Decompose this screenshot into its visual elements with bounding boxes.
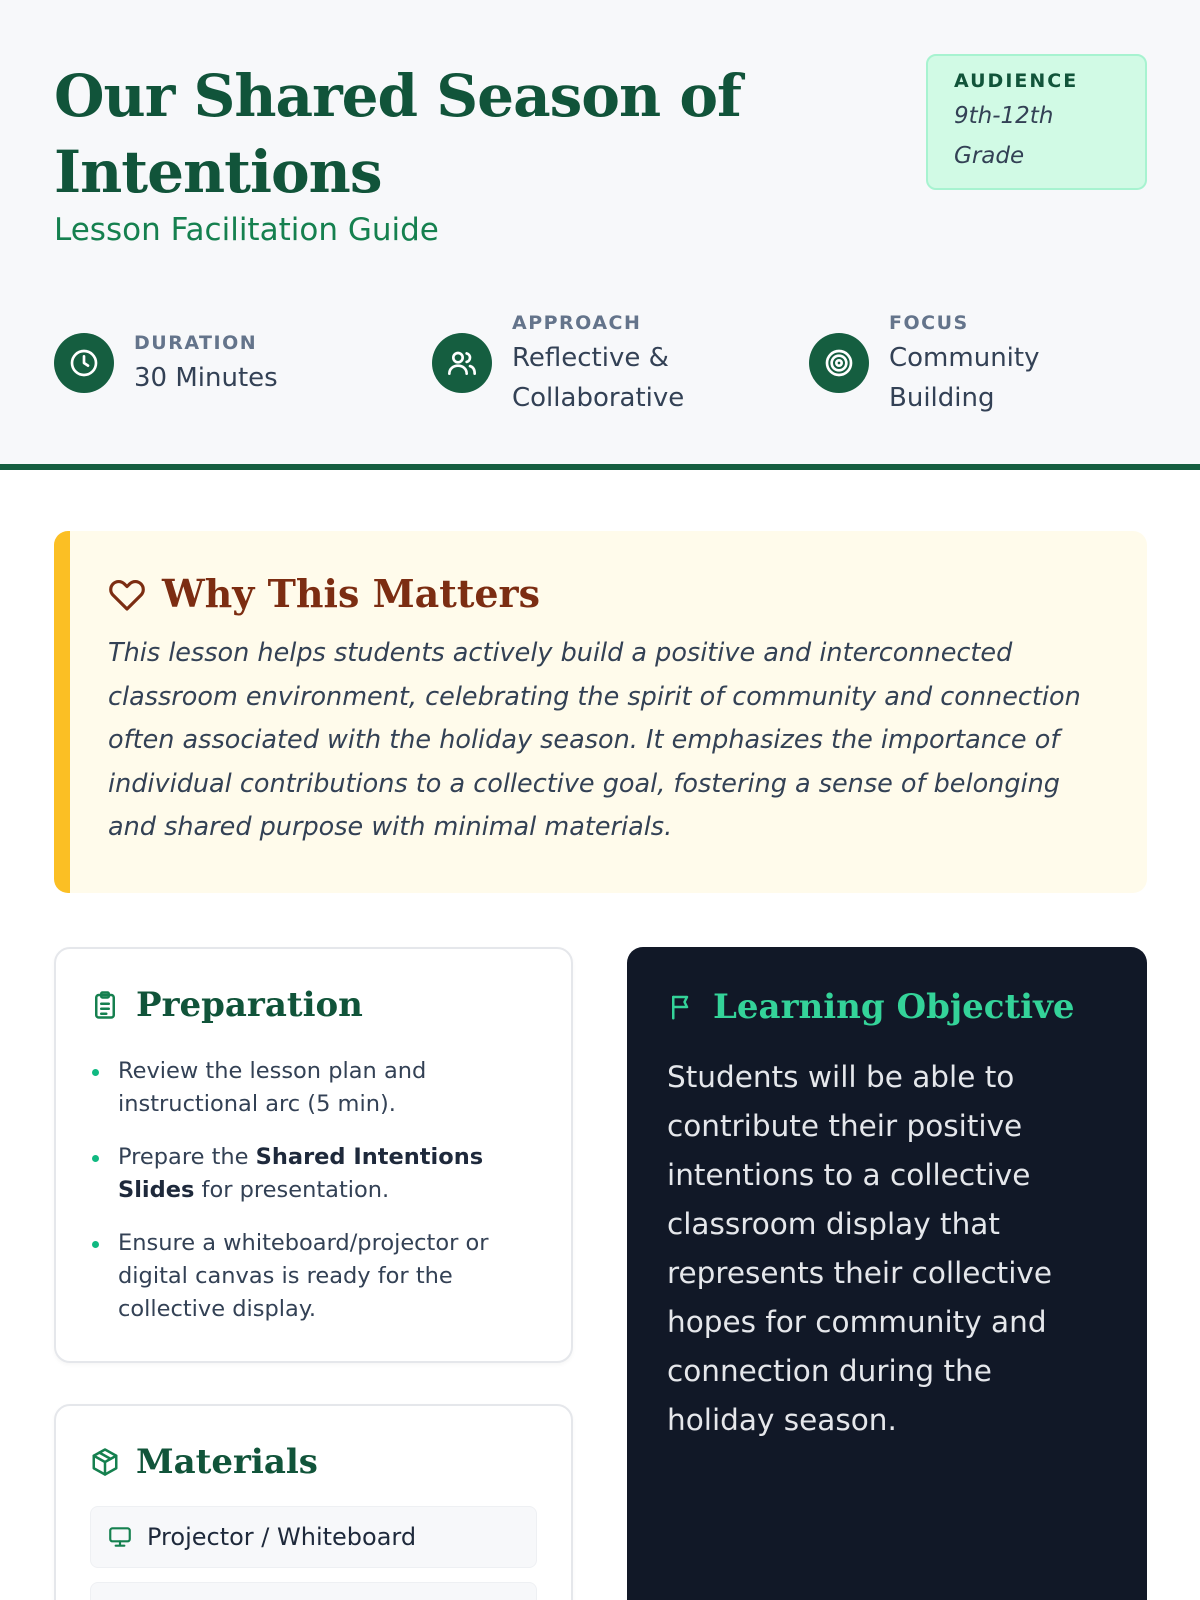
lesson-header: [0, 0, 1200, 470]
preparation-heading: [90, 985, 537, 1025]
why-title: Why This Matters: [162, 571, 540, 616]
material-label: Projector / Whiteboard: [147, 1523, 417, 1551]
preparation-card: [54, 947, 573, 1363]
objective-title: Learning Objective: [713, 987, 1075, 1027]
focus-label: FOCUS: [889, 312, 969, 334]
prep-item-1-text: Review the lesson plan and instructional arc (5 min).: [118, 1058, 427, 1117]
why-this-matters-callout: [54, 531, 1147, 893]
page-subtitle: Lesson Facilitation Guide: [54, 212, 439, 248]
list-item: [90, 1141, 537, 1207]
duration-value: 30 Minutes: [134, 363, 278, 393]
clipboard-icon: [90, 990, 120, 1020]
focus-value: Community Building: [889, 343, 1040, 413]
prep-item-2-post: for presentation.: [194, 1177, 390, 1203]
approach-value: Reflective & Collaborative: [512, 343, 685, 413]
audience-label: AUDIENCE: [954, 70, 1079, 92]
audience-value: 9th-12th Grade: [954, 103, 1054, 169]
objective-body: Students will be able to contribute their positive intentions to a collective classroom display that represents their collective hopes for community and connection during the holiday season.: [667, 1060, 1053, 1437]
users-icon: [432, 333, 492, 393]
flag-icon: [667, 992, 697, 1022]
target-icon: [809, 333, 869, 393]
materials-title: Materials: [136, 1442, 318, 1482]
prep-item-2-pre: Prepare the: [118, 1144, 256, 1170]
meta-focus: [809, 0, 1149, 470]
materials-heading: [90, 1442, 537, 1482]
page-title: Our Shared Season of Intentions: [54, 62, 741, 206]
material-item: [90, 1506, 537, 1568]
meta-duration: [54, 0, 394, 470]
prep-item-3-text: Ensure a whiteboard/projector or digital canvas is ready for the collective display.: [118, 1230, 489, 1322]
objective-heading: [667, 987, 1107, 1027]
meta-approach: [432, 0, 772, 470]
duration-label: DURATION: [134, 332, 258, 354]
heart-icon: [108, 575, 146, 613]
clock-icon: [54, 333, 114, 393]
approach-label: APPROACH: [512, 312, 642, 334]
preparation-title: Preparation: [136, 985, 363, 1025]
learning-objective-card: [627, 947, 1147, 1600]
material-item: [90, 1582, 537, 1600]
box-icon: [90, 1447, 120, 1477]
why-heading: [108, 571, 1109, 616]
prep-item-2-bold: Shared Intentions Slides: [118, 1144, 484, 1203]
materials-card: [54, 1404, 573, 1600]
why-body: This lesson helps students actively build a positive and interconnected classroom environment, celebrating the spirit of community and connection often associated with the holiday season. It emphasizes the importance of individual contributions to a collective goal, fostering a sense of belonging and shared purpose with minimal materials.: [108, 638, 1081, 842]
monitor-icon: [107, 1524, 133, 1550]
list-item: [90, 1227, 537, 1326]
list-item: [90, 1055, 537, 1121]
preparation-list: [90, 1055, 537, 1326]
